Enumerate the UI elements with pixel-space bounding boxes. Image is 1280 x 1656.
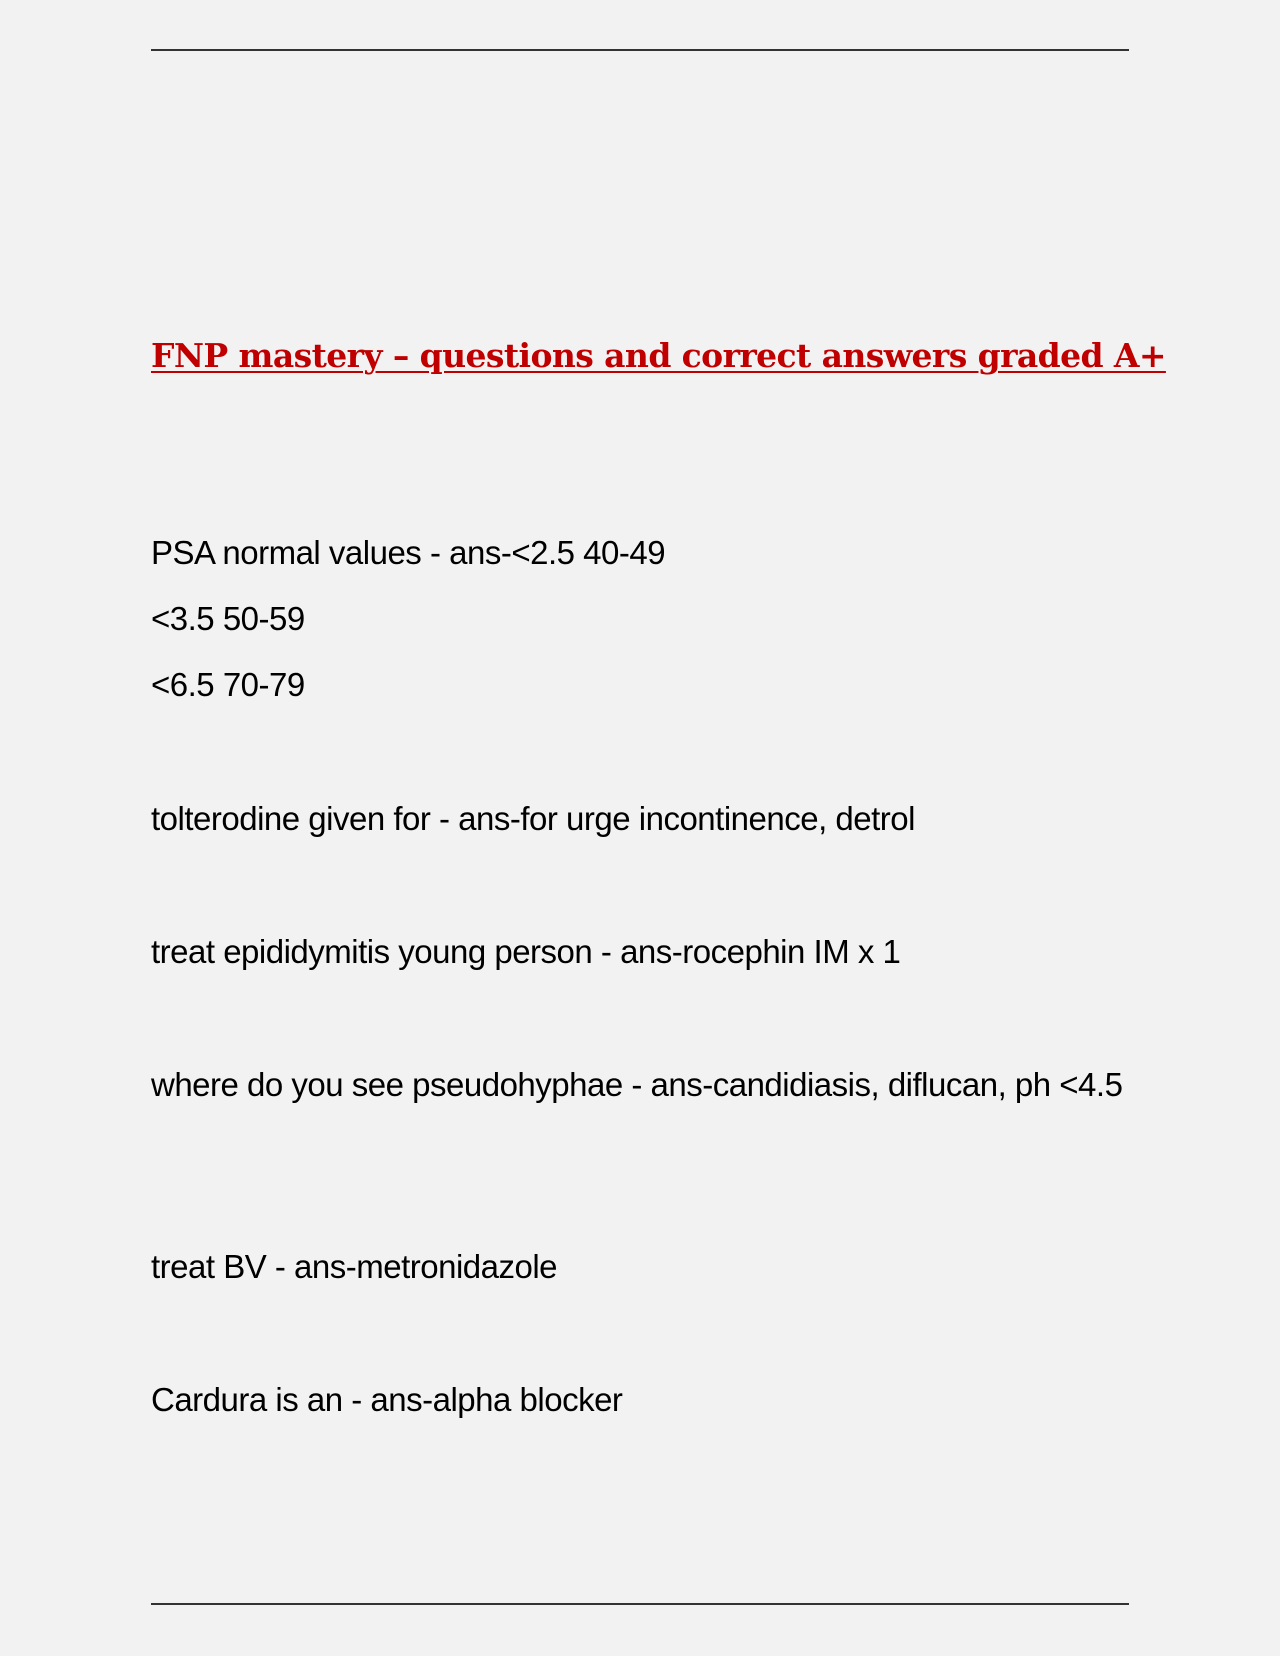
document-title: FNP mastery – questions and correct answers graded A+ [151,336,1166,375]
qa-entry-psa-line-1: PSA normal values - ans-<2.5 40-49 [151,534,666,571]
qa-entry-psa-line-3: <6.5 70-79 [151,666,305,703]
qa-entry-cardura: Cardura is an - ans-alpha blocker [151,1381,623,1418]
qa-entry-bv: treat BV - ans-metronidazole [151,1248,558,1285]
header-divider [151,49,1129,51]
qa-entry-psa-line-2: <3.5 50-59 [151,600,305,637]
footer-divider [151,1603,1129,1605]
qa-entry-epididymitis: treat epididymitis young person - ans-rocephin IM x 1 [151,933,901,970]
qa-entry-tolterodine: tolterodine given for - ans-for urge incontinence, detrol [151,800,915,837]
qa-entry-pseudohyphae: where do you see pseudohyphae - ans-candidiasis, diflucan, ph <4.5 [151,1066,1123,1103]
